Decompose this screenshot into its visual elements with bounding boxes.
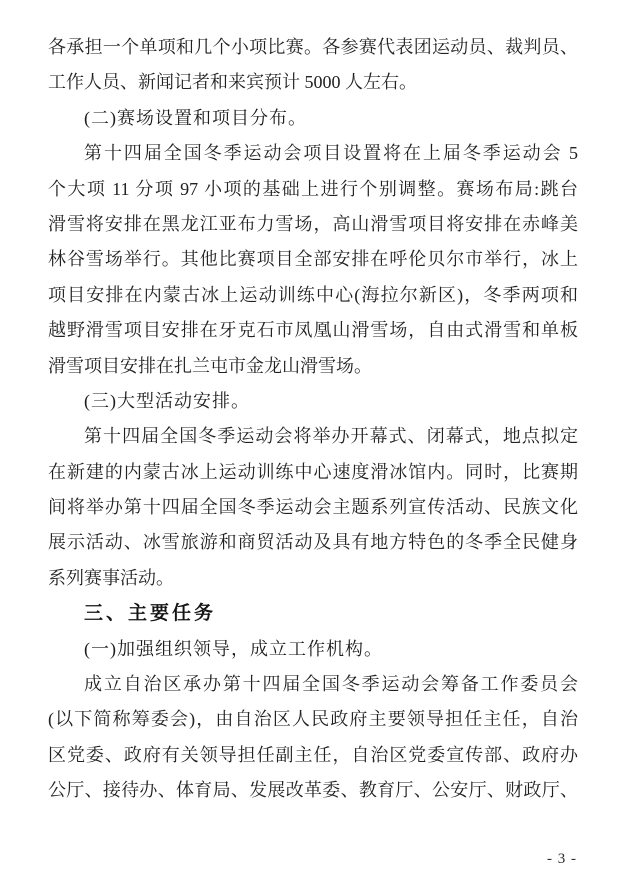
text-line: 间将举办第十四届全国冬季运动会主题系列宣传活动、民族文化: [48, 497, 578, 518]
text-line: 第十四届全国冬季运动会项目设置将在上届冬季运动会 5: [84, 143, 578, 164]
text-line: 个大项 11 分项 97 小项的基础上进行个别调整。赛场布局:跳台: [48, 178, 578, 199]
section-heading-2: (一)加强组织领导，成立工作机构。: [84, 638, 383, 659]
text-line: 系列赛事活动。: [48, 567, 174, 588]
text-line: 区党委、政府有关领导担任副主任，自治区党委宣传部、政府办: [48, 744, 578, 765]
text-line: 越野滑雪项目安排在牙克石市凤凰山滑雪场，自由式滑雪和单板: [48, 320, 578, 341]
section-heading-1: 三、主要任务: [84, 603, 217, 625]
section-heading-2: (二)赛场设置和项目分布。: [84, 107, 307, 128]
text-line: 在新建的内蒙古冰上运动训练中心速度滑冰馆内。同时，比赛期: [48, 461, 578, 482]
text-line: 第十四届全国冬季运动会将举办开幕式、闭幕式，地点拟定: [84, 426, 578, 447]
document-body: [48, 30, 578, 809]
text-line: 项目安排在内蒙古冰上运动训练中心(海拉尔新区)，冬季两项和: [48, 284, 578, 305]
text-line: 滑雪将安排在黑龙江亚布力雪场，高山滑雪项目将安排在赤峰美: [48, 213, 578, 234]
text-line: (以下简称筹委会)，由自治区人民政府主要领导担任主任，自治: [48, 709, 578, 730]
text-line: 公厅、接待办、体育局、发展改革委、教育厅、公安厅、财政厅、: [48, 780, 578, 801]
text-line: 林谷雪场举行。其他比赛项目全部安排在呼伦贝尔市举行，冰上: [48, 249, 578, 270]
text-line: 展示活动、冰雪旅游和商贸活动及具有地方特色的冬季全民健身: [48, 532, 578, 553]
text-line: 工作人员、新闻记者和来宾预计 5000 人左右。: [48, 72, 417, 93]
text-line: 各承担一个单项和几个小项比赛。各参赛代表团运动员、裁判员、: [48, 37, 578, 57]
text-line: 成立自治区承办第十四届全国冬季运动会筹备工作委员会: [84, 674, 578, 695]
section-heading-2: (三)大型活动安排。: [84, 390, 250, 411]
page-number: - 3 -: [547, 851, 577, 867]
text-line: 滑雪项目安排在扎兰屯市金龙山滑雪场。: [48, 355, 372, 376]
